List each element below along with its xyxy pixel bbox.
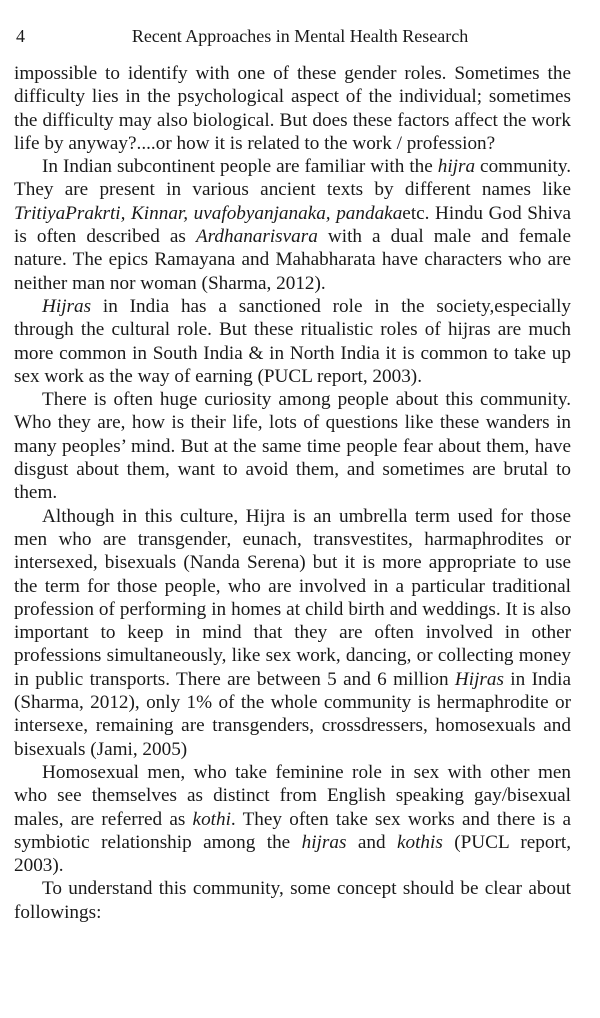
- paragraph: [14, 62, 571, 155]
- text-run: impossible to identify with one of these gender roles. Sometimes the difficulty lies in the psychological aspect of the individual; sometimes the difficulty may also biological. But does these factors affect the work life by anyway?....or how it is related to the work / profession?: [14, 63, 571, 154]
- page-header: [14, 26, 586, 50]
- paragraph: [14, 877, 571, 924]
- italic-term: Hijras: [454, 668, 504, 690]
- text-run: Although in this culture, Hijra is an umbrella term used for those men who are transgender, eunach, transvestites, harmaphrodites or intersexed, bisexuals (Nanda Serena) but it is more appropriate to use the term for those people, who are involved in a particular traditional profession of performing in homes at child birth and weddings. It is also important to keep in mind that they are often involved in other professions simultaneously, like sex work, dancing, or collecting money in public transports. There are between 5 and 6 million: [14, 505, 571, 690]
- running-title: Recent Approaches in Mental Health Research: [131, 26, 469, 46]
- paragraph: [14, 761, 571, 877]
- italic-term: Hijras: [42, 295, 92, 317]
- text-run: community. They are present in various ancient texts by different names like: [14, 156, 572, 201]
- italic-term: kothis: [396, 831, 443, 853]
- italic-term: hijras: [301, 831, 347, 853]
- body-text: [14, 62, 571, 924]
- italic-term: TritiyaPrakrti, Kinnar, uvafobyanjanaka, pandaka: [14, 202, 403, 224]
- text-run: with a dual male and female nature. The epics Ramayana and Mahabharata have characters who are neither man nor woman (Sharma, 2012).: [14, 226, 571, 294]
- paragraph: [14, 155, 571, 295]
- text-run: . They often take sex works and there is a symbiotic relationship among the: [14, 808, 571, 853]
- text-run: in India (Sharma, 2012), only 1% of the whole community is hermaphrodite or intersexe, remaining are transgenders, crossdressers, homosexuals and bisexuals (Jami, 2005): [14, 668, 571, 760]
- text-run: Homosexual men, who take feminine role in sex with other men who see themselves as distinct from English speaking gay/bisexual males, are referred as: [14, 761, 571, 830]
- text-run: and: [346, 831, 397, 853]
- page-number: 4: [16, 26, 25, 46]
- paragraph: [14, 295, 571, 388]
- paragraph: [14, 388, 571, 504]
- italic-term: hijra: [437, 156, 476, 178]
- italic-term: kothi: [192, 808, 231, 830]
- text-run: (PUCL report, 2003).: [14, 831, 571, 877]
- italic-term: Ardhanarisvara: [195, 226, 318, 248]
- paragraph: [14, 505, 571, 761]
- text-run: In Indian subcontinent people are familiar with the: [42, 156, 438, 178]
- text-run: To understand this community, some concept should be clear about followings:: [14, 878, 571, 923]
- text-run: There is often huge curiosity among people about this community. Who they are, how is their life, lots of questions like these wanders in many peoples’ mind. But at the same time people fear about them, have disgust about them, want to avoid them, and sometimes are brutal to them.: [14, 389, 571, 504]
- text-run: etc. Hindu God Shiva is often described as: [14, 202, 571, 248]
- text-run: in India has a sanctioned role in the society,especially through the cultural role. But these ritualistic roles of hijras are much more common in South India & in North India it is common to take up sex work as the way of earning (PUCL report, 2003).: [14, 295, 571, 387]
